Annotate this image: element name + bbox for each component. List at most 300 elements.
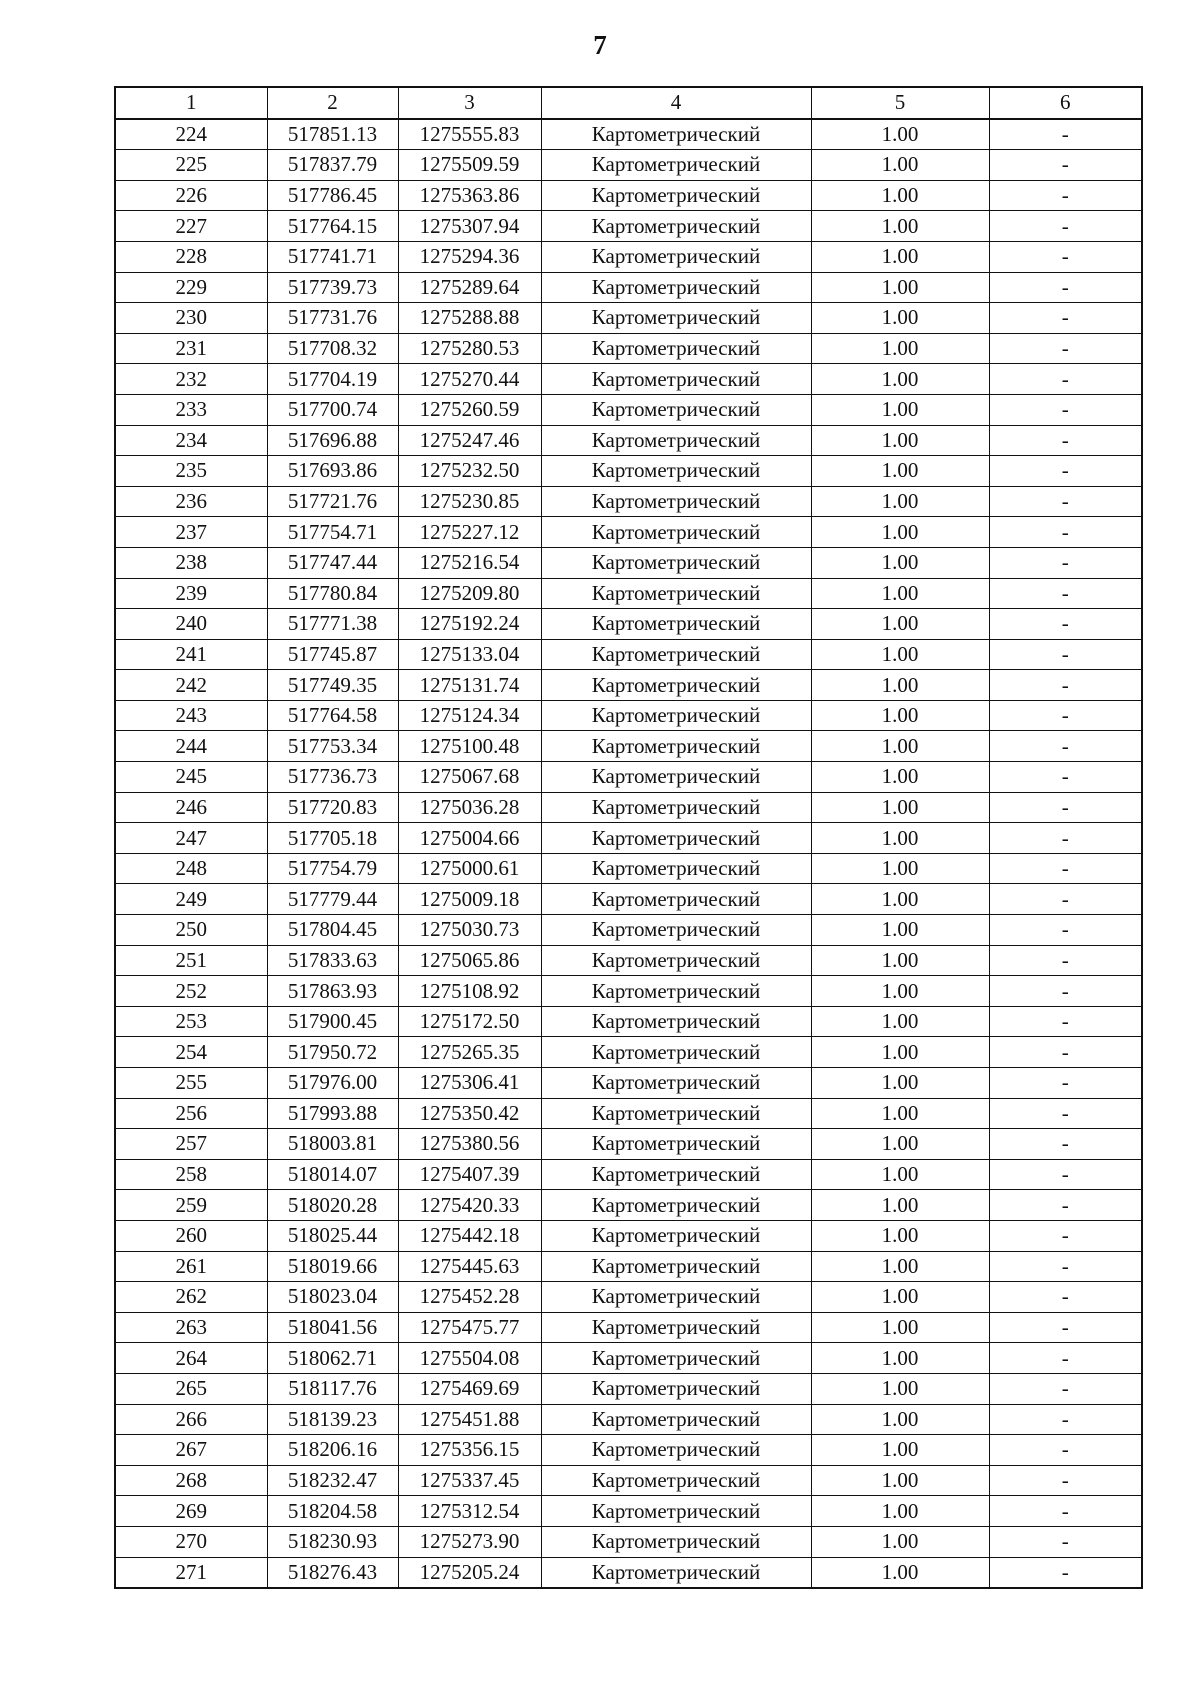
accuracy-cell: 1.00 xyxy=(811,1496,989,1527)
x-coordinate-cell: 518014.07 xyxy=(267,1159,398,1190)
y-coordinate-cell: 1275380.56 xyxy=(398,1129,541,1160)
accuracy-cell: 1.00 xyxy=(811,823,989,854)
x-coordinate-cell: 517704.19 xyxy=(267,364,398,395)
table-row xyxy=(115,119,1142,150)
table-row xyxy=(115,1159,1142,1190)
table-row xyxy=(115,150,1142,181)
x-coordinate-cell: 518020.28 xyxy=(267,1190,398,1221)
method-cell: Картометрический xyxy=(541,731,811,762)
accuracy-cell: 1.00 xyxy=(811,670,989,701)
table-row xyxy=(115,762,1142,793)
description-cell: - xyxy=(989,303,1142,334)
method-cell: Картометрический xyxy=(541,945,811,976)
y-coordinate-cell: 1275280.53 xyxy=(398,333,541,364)
accuracy-cell: 1.00 xyxy=(811,333,989,364)
x-coordinate-cell: 518025.44 xyxy=(267,1220,398,1251)
accuracy-cell: 1.00 xyxy=(811,578,989,609)
table-row xyxy=(115,1098,1142,1129)
point-number-cell: 266 xyxy=(115,1404,267,1435)
table-row xyxy=(115,1129,1142,1160)
accuracy-cell: 1.00 xyxy=(811,486,989,517)
point-number-cell: 237 xyxy=(115,517,267,548)
method-cell: Картометрический xyxy=(541,609,811,640)
y-coordinate-cell: 1275356.15 xyxy=(398,1435,541,1466)
description-cell: - xyxy=(989,853,1142,884)
table-row xyxy=(115,578,1142,609)
method-cell: Картометрический xyxy=(541,915,811,946)
point-number-cell: 261 xyxy=(115,1251,267,1282)
y-coordinate-cell: 1275337.45 xyxy=(398,1465,541,1496)
description-cell: - xyxy=(989,976,1142,1007)
accuracy-cell: 1.00 xyxy=(811,1190,989,1221)
description-cell: - xyxy=(989,1220,1142,1251)
y-coordinate-cell: 1275445.63 xyxy=(398,1251,541,1282)
column-header: 3 xyxy=(398,87,541,119)
description-cell: - xyxy=(989,211,1142,242)
x-coordinate-cell: 517741.71 xyxy=(267,241,398,272)
table-row xyxy=(115,211,1142,242)
y-coordinate-cell: 1275363.86 xyxy=(398,180,541,211)
point-number-cell: 263 xyxy=(115,1312,267,1343)
point-number-cell: 244 xyxy=(115,731,267,762)
method-cell: Картометрический xyxy=(541,1373,811,1404)
description-cell: - xyxy=(989,731,1142,762)
accuracy-cell: 1.00 xyxy=(811,272,989,303)
y-coordinate-cell: 1275232.50 xyxy=(398,456,541,487)
y-coordinate-cell: 1275442.18 xyxy=(398,1220,541,1251)
accuracy-cell: 1.00 xyxy=(811,394,989,425)
point-number-cell: 270 xyxy=(115,1526,267,1557)
method-cell: Картометрический xyxy=(541,211,811,242)
accuracy-cell: 1.00 xyxy=(811,1006,989,1037)
y-coordinate-cell: 1275108.92 xyxy=(398,976,541,1007)
table-row xyxy=(115,1526,1142,1557)
table-header-row xyxy=(115,87,1142,119)
accuracy-cell: 1.00 xyxy=(811,1404,989,1435)
accuracy-cell: 1.00 xyxy=(811,1159,989,1190)
table-row xyxy=(115,823,1142,854)
accuracy-cell: 1.00 xyxy=(811,456,989,487)
point-number-cell: 257 xyxy=(115,1129,267,1160)
table-row xyxy=(115,670,1142,701)
y-coordinate-cell: 1275407.39 xyxy=(398,1159,541,1190)
table-row xyxy=(115,1343,1142,1374)
accuracy-cell: 1.00 xyxy=(811,1282,989,1313)
accuracy-cell: 1.00 xyxy=(811,976,989,1007)
method-cell: Картометрический xyxy=(541,853,811,884)
y-coordinate-cell: 1275227.12 xyxy=(398,517,541,548)
accuracy-cell: 1.00 xyxy=(811,425,989,456)
x-coordinate-cell: 517863.93 xyxy=(267,976,398,1007)
accuracy-cell: 1.00 xyxy=(811,1251,989,1282)
method-cell: Картометрический xyxy=(541,762,811,793)
point-number-cell: 242 xyxy=(115,670,267,701)
accuracy-cell: 1.00 xyxy=(811,792,989,823)
method-cell: Картометрический xyxy=(541,1068,811,1099)
x-coordinate-cell: 517708.32 xyxy=(267,333,398,364)
point-number-cell: 243 xyxy=(115,700,267,731)
method-cell: Картометрический xyxy=(541,150,811,181)
table-row xyxy=(115,364,1142,395)
table-row xyxy=(115,1220,1142,1251)
point-number-cell: 252 xyxy=(115,976,267,1007)
y-coordinate-cell: 1275133.04 xyxy=(398,639,541,670)
point-number-cell: 232 xyxy=(115,364,267,395)
method-cell: Картометрический xyxy=(541,1129,811,1160)
y-coordinate-cell: 1275420.33 xyxy=(398,1190,541,1221)
accuracy-cell: 1.00 xyxy=(811,731,989,762)
method-cell: Картометрический xyxy=(541,241,811,272)
x-coordinate-cell: 517837.79 xyxy=(267,150,398,181)
x-coordinate-cell: 517749.35 xyxy=(267,670,398,701)
method-cell: Картометрический xyxy=(541,792,811,823)
point-number-cell: 258 xyxy=(115,1159,267,1190)
table-row xyxy=(115,1435,1142,1466)
point-number-cell: 224 xyxy=(115,119,267,150)
page-number: 7 xyxy=(593,30,607,60)
x-coordinate-cell: 517736.73 xyxy=(267,762,398,793)
description-cell: - xyxy=(989,1251,1142,1282)
method-cell: Картометрический xyxy=(541,119,811,150)
y-coordinate-cell: 1275036.28 xyxy=(398,792,541,823)
y-coordinate-cell: 1275452.28 xyxy=(398,1282,541,1313)
table-row xyxy=(115,547,1142,578)
y-coordinate-cell: 1275205.24 xyxy=(398,1557,541,1588)
point-number-cell: 240 xyxy=(115,609,267,640)
table-row xyxy=(115,915,1142,946)
table-row xyxy=(115,1557,1142,1588)
description-cell: - xyxy=(989,333,1142,364)
description-cell: - xyxy=(989,945,1142,976)
method-cell: Картометрический xyxy=(541,1404,811,1435)
accuracy-cell: 1.00 xyxy=(811,884,989,915)
x-coordinate-cell: 517764.15 xyxy=(267,211,398,242)
point-number-cell: 238 xyxy=(115,547,267,578)
description-cell: - xyxy=(989,792,1142,823)
description-cell: - xyxy=(989,394,1142,425)
y-coordinate-cell: 1275270.44 xyxy=(398,364,541,395)
method-cell: Картометрический xyxy=(541,394,811,425)
method-cell: Картометрический xyxy=(541,1343,811,1374)
column-header: 1 xyxy=(115,87,267,119)
accuracy-cell: 1.00 xyxy=(811,180,989,211)
table-row xyxy=(115,456,1142,487)
y-coordinate-cell: 1275216.54 xyxy=(398,547,541,578)
description-cell: - xyxy=(989,1343,1142,1374)
x-coordinate-cell: 517739.73 xyxy=(267,272,398,303)
y-coordinate-cell: 1275265.35 xyxy=(398,1037,541,1068)
y-coordinate-cell: 1275504.08 xyxy=(398,1343,541,1374)
x-coordinate-cell: 518232.47 xyxy=(267,1465,398,1496)
method-cell: Картометрический xyxy=(541,303,811,334)
y-coordinate-cell: 1275288.88 xyxy=(398,303,541,334)
description-cell: - xyxy=(989,1404,1142,1435)
y-coordinate-cell: 1275312.54 xyxy=(398,1496,541,1527)
description-cell: - xyxy=(989,1159,1142,1190)
description-cell: - xyxy=(989,1435,1142,1466)
method-cell: Картометрический xyxy=(541,1282,811,1313)
description-cell: - xyxy=(989,1373,1142,1404)
y-coordinate-cell: 1275307.94 xyxy=(398,211,541,242)
point-number-cell: 249 xyxy=(115,884,267,915)
x-coordinate-cell: 518019.66 xyxy=(267,1251,398,1282)
x-coordinate-cell: 517833.63 xyxy=(267,945,398,976)
description-cell: - xyxy=(989,425,1142,456)
x-coordinate-cell: 518023.04 xyxy=(267,1282,398,1313)
accuracy-cell: 1.00 xyxy=(811,853,989,884)
y-coordinate-cell: 1275124.34 xyxy=(398,700,541,731)
table-row xyxy=(115,1251,1142,1282)
accuracy-cell: 1.00 xyxy=(811,1037,989,1068)
accuracy-cell: 1.00 xyxy=(811,517,989,548)
x-coordinate-cell: 517754.71 xyxy=(267,517,398,548)
column-header: 5 xyxy=(811,87,989,119)
point-number-cell: 255 xyxy=(115,1068,267,1099)
method-cell: Картометрический xyxy=(541,1159,811,1190)
table-row xyxy=(115,517,1142,548)
description-cell: - xyxy=(989,1465,1142,1496)
x-coordinate-cell: 517747.44 xyxy=(267,547,398,578)
point-number-cell: 269 xyxy=(115,1496,267,1527)
y-coordinate-cell: 1275469.69 xyxy=(398,1373,541,1404)
description-cell: - xyxy=(989,823,1142,854)
table-row xyxy=(115,792,1142,823)
description-cell: - xyxy=(989,1557,1142,1588)
description-cell: - xyxy=(989,915,1142,946)
column-header: 6 xyxy=(989,87,1142,119)
accuracy-cell: 1.00 xyxy=(811,1557,989,1588)
accuracy-cell: 1.00 xyxy=(811,945,989,976)
method-cell: Картометрический xyxy=(541,578,811,609)
y-coordinate-cell: 1275306.41 xyxy=(398,1068,541,1099)
x-coordinate-cell: 517720.83 xyxy=(267,792,398,823)
method-cell: Картометрический xyxy=(541,1190,811,1221)
accuracy-cell: 1.00 xyxy=(811,303,989,334)
y-coordinate-cell: 1275172.50 xyxy=(398,1006,541,1037)
accuracy-cell: 1.00 xyxy=(811,211,989,242)
x-coordinate-cell: 518276.43 xyxy=(267,1557,398,1588)
accuracy-cell: 1.00 xyxy=(811,1312,989,1343)
description-cell: - xyxy=(989,272,1142,303)
description-cell: - xyxy=(989,1190,1142,1221)
point-number-cell: 250 xyxy=(115,915,267,946)
x-coordinate-cell: 517745.87 xyxy=(267,639,398,670)
x-coordinate-cell: 517753.34 xyxy=(267,731,398,762)
description-cell: - xyxy=(989,700,1142,731)
accuracy-cell: 1.00 xyxy=(811,639,989,670)
point-number-cell: 245 xyxy=(115,762,267,793)
x-coordinate-cell: 517786.45 xyxy=(267,180,398,211)
table-row xyxy=(115,853,1142,884)
x-coordinate-cell: 517754.79 xyxy=(267,853,398,884)
method-cell: Картометрический xyxy=(541,670,811,701)
x-coordinate-cell: 517700.74 xyxy=(267,394,398,425)
accuracy-cell: 1.00 xyxy=(811,241,989,272)
y-coordinate-cell: 1275289.64 xyxy=(398,272,541,303)
method-cell: Картометрический xyxy=(541,976,811,1007)
point-number-cell: 259 xyxy=(115,1190,267,1221)
x-coordinate-cell: 517764.58 xyxy=(267,700,398,731)
description-cell: - xyxy=(989,884,1142,915)
table-row xyxy=(115,486,1142,517)
point-number-cell: 253 xyxy=(115,1006,267,1037)
y-coordinate-cell: 1275451.88 xyxy=(398,1404,541,1435)
table-row xyxy=(115,609,1142,640)
method-cell: Картометрический xyxy=(541,517,811,548)
y-coordinate-cell: 1275260.59 xyxy=(398,394,541,425)
table-row xyxy=(115,1037,1142,1068)
table-row xyxy=(115,1404,1142,1435)
y-coordinate-cell: 1275065.86 xyxy=(398,945,541,976)
accuracy-cell: 1.00 xyxy=(811,364,989,395)
method-cell: Картометрический xyxy=(541,884,811,915)
method-cell: Картометрический xyxy=(541,1037,811,1068)
point-number-cell: 235 xyxy=(115,456,267,487)
y-coordinate-cell: 1275100.48 xyxy=(398,731,541,762)
table-row xyxy=(115,1465,1142,1496)
table-row xyxy=(115,180,1142,211)
description-cell: - xyxy=(989,1098,1142,1129)
method-cell: Картометрический xyxy=(541,1557,811,1588)
method-cell: Картометрический xyxy=(541,333,811,364)
description-cell: - xyxy=(989,1312,1142,1343)
table-row xyxy=(115,272,1142,303)
point-number-cell: 271 xyxy=(115,1557,267,1588)
accuracy-cell: 1.00 xyxy=(811,1129,989,1160)
description-cell: - xyxy=(989,578,1142,609)
x-coordinate-cell: 517780.84 xyxy=(267,578,398,609)
y-coordinate-cell: 1275273.90 xyxy=(398,1526,541,1557)
point-number-cell: 251 xyxy=(115,945,267,976)
x-coordinate-cell: 517804.45 xyxy=(267,915,398,946)
accuracy-cell: 1.00 xyxy=(811,119,989,150)
accuracy-cell: 1.00 xyxy=(811,150,989,181)
description-cell: - xyxy=(989,456,1142,487)
table-row xyxy=(115,1006,1142,1037)
description-cell: - xyxy=(989,547,1142,578)
point-number-cell: 230 xyxy=(115,303,267,334)
accuracy-cell: 1.00 xyxy=(811,609,989,640)
y-coordinate-cell: 1275509.59 xyxy=(398,150,541,181)
method-cell: Картометрический xyxy=(541,1526,811,1557)
x-coordinate-cell: 518204.58 xyxy=(267,1496,398,1527)
point-number-cell: 231 xyxy=(115,333,267,364)
point-number-cell: 227 xyxy=(115,211,267,242)
y-coordinate-cell: 1275230.85 xyxy=(398,486,541,517)
accuracy-cell: 1.00 xyxy=(811,1465,989,1496)
point-number-cell: 256 xyxy=(115,1098,267,1129)
accuracy-cell: 1.00 xyxy=(811,762,989,793)
x-coordinate-cell: 518041.56 xyxy=(267,1312,398,1343)
point-number-cell: 247 xyxy=(115,823,267,854)
method-cell: Картометрический xyxy=(541,1220,811,1251)
table-row xyxy=(115,1496,1142,1527)
accuracy-cell: 1.00 xyxy=(811,1435,989,1466)
y-coordinate-cell: 1275000.61 xyxy=(398,853,541,884)
table-row xyxy=(115,945,1142,976)
table-row xyxy=(115,731,1142,762)
x-coordinate-cell: 517731.76 xyxy=(267,303,398,334)
point-number-cell: 236 xyxy=(115,486,267,517)
y-coordinate-cell: 1275294.36 xyxy=(398,241,541,272)
column-header: 2 xyxy=(267,87,398,119)
method-cell: Картометрический xyxy=(541,547,811,578)
description-cell: - xyxy=(989,1282,1142,1313)
description-cell: - xyxy=(989,517,1142,548)
method-cell: Картометрический xyxy=(541,425,811,456)
x-coordinate-cell: 517900.45 xyxy=(267,1006,398,1037)
point-number-cell: 241 xyxy=(115,639,267,670)
point-number-cell: 239 xyxy=(115,578,267,609)
accuracy-cell: 1.00 xyxy=(811,700,989,731)
y-coordinate-cell: 1275247.46 xyxy=(398,425,541,456)
table-row xyxy=(115,1282,1142,1313)
accuracy-cell: 1.00 xyxy=(811,547,989,578)
point-number-cell: 226 xyxy=(115,180,267,211)
description-cell: - xyxy=(989,1129,1142,1160)
y-coordinate-cell: 1275209.80 xyxy=(398,578,541,609)
x-coordinate-cell: 517771.38 xyxy=(267,609,398,640)
description-cell: - xyxy=(989,180,1142,211)
table-row xyxy=(115,1373,1142,1404)
method-cell: Картометрический xyxy=(541,1435,811,1466)
point-number-cell: 248 xyxy=(115,853,267,884)
table-row xyxy=(115,1190,1142,1221)
description-cell: - xyxy=(989,1526,1142,1557)
table-row xyxy=(115,1068,1142,1099)
y-coordinate-cell: 1275004.66 xyxy=(398,823,541,854)
x-coordinate-cell: 517976.00 xyxy=(267,1068,398,1099)
x-coordinate-cell: 518139.23 xyxy=(267,1404,398,1435)
method-cell: Картометрический xyxy=(541,639,811,670)
table-body xyxy=(115,119,1142,1589)
description-cell: - xyxy=(989,1496,1142,1527)
x-coordinate-cell: 518003.81 xyxy=(267,1129,398,1160)
point-number-cell: 264 xyxy=(115,1343,267,1374)
y-coordinate-cell: 1275030.73 xyxy=(398,915,541,946)
table-row xyxy=(115,976,1142,1007)
description-cell: - xyxy=(989,762,1142,793)
description-cell: - xyxy=(989,1068,1142,1099)
point-number-cell: 254 xyxy=(115,1037,267,1068)
y-coordinate-cell: 1275131.74 xyxy=(398,670,541,701)
x-coordinate-cell: 518062.71 xyxy=(267,1343,398,1374)
point-number-cell: 225 xyxy=(115,150,267,181)
method-cell: Картометрический xyxy=(541,1098,811,1129)
accuracy-cell: 1.00 xyxy=(811,1220,989,1251)
table-row xyxy=(115,639,1142,670)
accuracy-cell: 1.00 xyxy=(811,1098,989,1129)
method-cell: Картометрический xyxy=(541,700,811,731)
y-coordinate-cell: 1275555.83 xyxy=(398,119,541,150)
description-cell: - xyxy=(989,1006,1142,1037)
x-coordinate-cell: 517851.13 xyxy=(267,119,398,150)
accuracy-cell: 1.00 xyxy=(811,1373,989,1404)
table-row xyxy=(115,333,1142,364)
coordinates-table xyxy=(114,86,1143,1589)
method-cell: Картометрический xyxy=(541,1496,811,1527)
description-cell: - xyxy=(989,241,1142,272)
point-number-cell: 228 xyxy=(115,241,267,272)
point-number-cell: 246 xyxy=(115,792,267,823)
method-cell: Картометрический xyxy=(541,456,811,487)
y-coordinate-cell: 1275192.24 xyxy=(398,609,541,640)
table-row xyxy=(115,303,1142,334)
x-coordinate-cell: 517705.18 xyxy=(267,823,398,854)
x-coordinate-cell: 517693.86 xyxy=(267,456,398,487)
table-row xyxy=(115,425,1142,456)
method-cell: Картометрический xyxy=(541,364,811,395)
